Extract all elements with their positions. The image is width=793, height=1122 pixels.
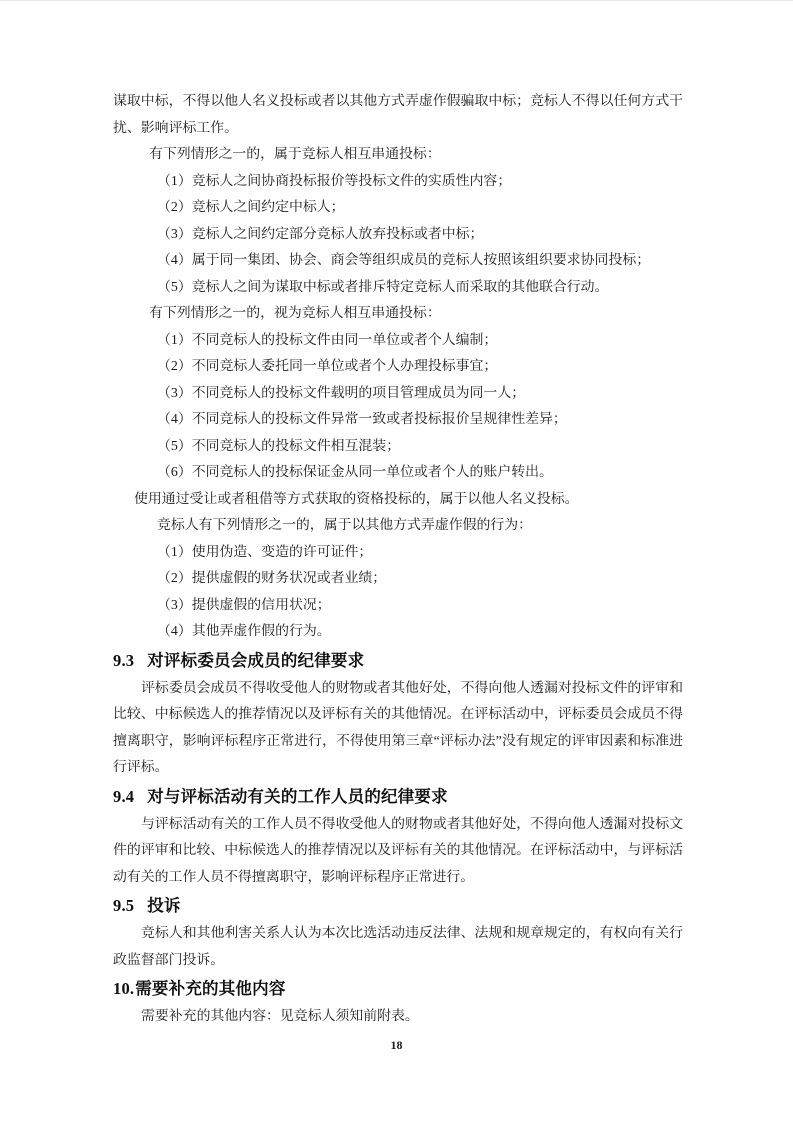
document-text-block xyxy=(113,89,683,1031)
section-title: 需要补充的其他内容 xyxy=(135,980,286,998)
section-body-9-4: 与评标活动有关的工作人员不得收受他人的财物或者其他好处，不得向他人透漏对投标文件的评审和比较、中标候选人的推荐情况以及评标有关的其他情况。在评标活动中，与评标活动有关的工作人员不得擅离职守，影响评标程序正常进行。 xyxy=(113,816,683,885)
section-number: 9.3 xyxy=(113,650,135,670)
list-item: （4）属于同一集团、协会、商会等组织成员的竞标人按照该组织要求协同投标； xyxy=(157,253,651,268)
list-item: （3）竞标人之间约定部分竞标人放弃投标或者中标； xyxy=(157,226,484,242)
page-number: 18 xyxy=(390,1038,403,1052)
lead-collusion-actual: 有下列情形之一的，属于竞标人相互串通投标： xyxy=(149,147,441,162)
section-number: 9.4 xyxy=(113,786,135,806)
section-title: 投诉 xyxy=(147,897,181,915)
list-item: （1）使用伪造、变造的许可证件； xyxy=(157,544,373,560)
section-number: 10. xyxy=(113,979,135,998)
list-item: （1）竞标人之间协商投标报价等投标文件的实质性内容； xyxy=(157,173,512,189)
section-title: 对评标委员会成员的纪律要求 xyxy=(147,651,365,670)
list-item: （4）其他弄虚作假的行为。 xyxy=(157,624,331,639)
lead-fraud: 竞标人有下列情形之一的，属于以其他方式弄虚作假的行为： xyxy=(157,518,533,533)
section-title: 对与评标活动有关的工作人员的纪律要求 xyxy=(147,787,448,806)
section-heading-9-5 xyxy=(113,891,683,921)
list-item: （2）竞标人之间约定中标人； xyxy=(157,200,345,215)
list-item: （1）不同竞标人的投标文件由同一单位或者个人编制； xyxy=(157,332,498,348)
list-item: （5）不同竞标人的投标文件相互混装； xyxy=(157,438,401,454)
list-item: （2）不同竞标人委托同一单位或者个人办理投标事宜； xyxy=(157,359,498,374)
section-body-10: 需要补充的其他内容：见竞标人须知前附表。 xyxy=(141,1009,419,1024)
section-heading-9-4 xyxy=(113,782,683,812)
section-body-9-5: 竞标人和其他利害关系人认为本次比选活动违反法律、法规和规章规定的，有权向有关行政监督部门投诉。 xyxy=(113,926,683,968)
page-top-edge xyxy=(0,0,793,1)
list-item: （6）不同竞标人的投标保证金从同一单位或者个人的账户转出。 xyxy=(157,465,553,480)
list-item: （3）不同竞标人的投标文件载明的项目管理成员为同一人； xyxy=(157,385,526,401)
section-heading-10 xyxy=(113,974,683,1004)
list-item: （4）不同竞标人的投标文件异常一致或者投标报价呈规律性差异； xyxy=(157,412,567,427)
lead-collusion-deemed: 有下列情形之一的，视为竞标人相互串通投标： xyxy=(149,306,441,321)
section-body-9-3: 评标委员会成员不得收受他人的财物或者其他好处，不得向他人透漏对投标文件的评审和比较、中标候选人的推荐情况以及评标有关的其他情况。在评标活动中，评标委员会成员不得擅离职守，影响评标程序正常进行，不得使用第三章“评标办法”没有规定的评审因素和标准进行评标。 xyxy=(113,680,683,775)
section-number: 9.5 xyxy=(113,896,135,915)
list-item: （2）提供虚假的财务状况或者业绩； xyxy=(157,571,387,586)
section-heading-9-3 xyxy=(113,646,683,676)
paragraph-intro-continuation: 谋取中标，不得以他人名义投标或者以其他方式弄虚作假骗取中标；竞标人不得以任何方式干扰、影响评标工作。 xyxy=(113,94,683,136)
list-item: （5）竞标人之间为谋取中标或者排斥特定竞标人而采取的其他联合行动。 xyxy=(157,279,609,295)
paragraph-qualification-note: 使用通过受让或者租借等方式获取的资格投标的，属于以他人名义投标。 xyxy=(134,491,579,507)
list-item: （3）提供虚假的信用状况； xyxy=(157,597,331,613)
